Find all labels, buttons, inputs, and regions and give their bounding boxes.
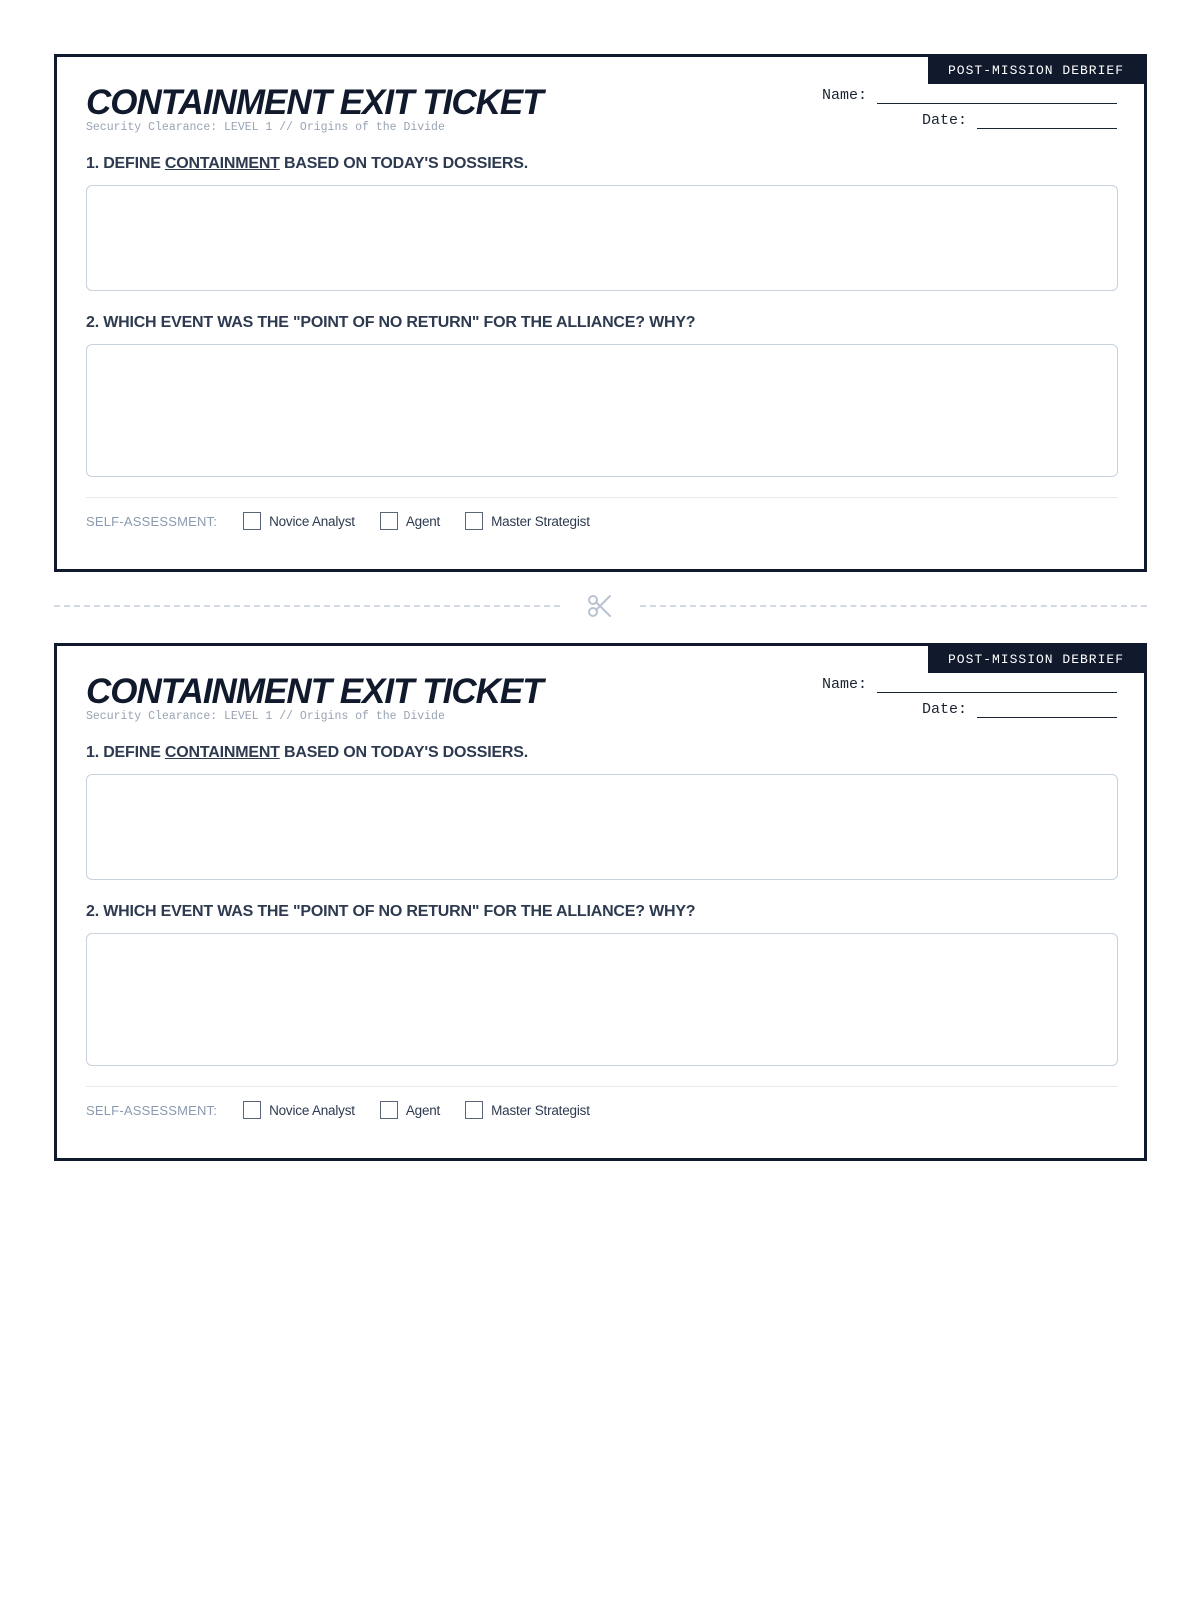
checkbox[interactable] (465, 512, 483, 530)
self-assessment (86, 510, 615, 532)
option-novice-analyst[interactable] (243, 1101, 355, 1119)
date-label: Date: (921, 701, 967, 718)
checkbox[interactable] (243, 512, 261, 530)
name-field[interactable] (822, 87, 1117, 104)
option-novice-analyst[interactable] (243, 512, 355, 530)
self-assessment (86, 1099, 615, 1121)
option-agent[interactable] (380, 512, 440, 530)
date-line[interactable] (977, 114, 1117, 129)
date-label: Date: (921, 112, 967, 129)
self-assessment-label: SELF-ASSESSMENT: (86, 513, 218, 529)
divider (86, 1086, 1118, 1087)
question-1-term: CONTAINMENT (164, 155, 280, 172)
cut-line-right (640, 605, 1147, 607)
question-1-suffix: BASED ON TODAY'S DOSSIERS. (279, 155, 528, 172)
question-1-suffix: BASED ON TODAY'S DOSSIERS. (279, 744, 528, 761)
name-line[interactable] (877, 89, 1117, 104)
debrief-tag: POST-MISSION DEBRIEF (928, 646, 1144, 673)
date-line[interactable] (977, 703, 1117, 718)
date-field[interactable] (922, 112, 1117, 129)
question-1 (86, 744, 528, 762)
ticket-subtitle: Security Clearance: LEVEL 1 // Origins of the Divide (86, 710, 445, 723)
answer-box-1[interactable] (86, 774, 1118, 880)
option-label: Novice Analyst (269, 513, 355, 529)
question-1 (86, 155, 528, 173)
name-label: Name: (821, 676, 867, 693)
divider (86, 497, 1118, 498)
question-2: 2. WHICH EVENT WAS THE "POINT OF NO RETURN" FOR THE ALLIANCE? WHY? (86, 903, 696, 920)
scissors-icon (586, 592, 614, 620)
name-line[interactable] (877, 678, 1117, 693)
option-label: Agent (405, 1102, 441, 1118)
name-label: Name: (821, 87, 867, 104)
question-2: 2. WHICH EVENT WAS THE "POINT OF NO RETURN" FOR THE ALLIANCE? WHY? (86, 314, 696, 331)
self-assessment-label: SELF-ASSESSMENT: (86, 1102, 218, 1118)
option-label: Master Strategist (491, 513, 590, 529)
option-master-strategist[interactable] (465, 512, 590, 530)
checkbox[interactable] (380, 512, 398, 530)
checkbox[interactable] (243, 1101, 261, 1119)
question-1-prefix: 1. DEFINE (86, 155, 165, 172)
ticket-subtitle: Security Clearance: LEVEL 1 // Origins of the Divide (86, 121, 445, 134)
exit-ticket-1 (54, 54, 1147, 572)
option-agent[interactable] (380, 1101, 440, 1119)
ticket-title: CONTAINMENT EXIT TICKET (86, 83, 543, 122)
name-field[interactable] (822, 676, 1117, 693)
question-1-prefix: 1. DEFINE (86, 744, 165, 761)
exit-ticket-2 (54, 643, 1147, 1161)
option-label: Master Strategist (491, 1102, 590, 1118)
cut-line-left (54, 605, 560, 607)
answer-box-2[interactable] (86, 933, 1118, 1066)
date-field[interactable] (922, 701, 1117, 718)
option-master-strategist[interactable] (465, 1101, 590, 1119)
checkbox[interactable] (465, 1101, 483, 1119)
ticket-title: CONTAINMENT EXIT TICKET (86, 672, 543, 711)
option-label: Agent (405, 513, 441, 529)
question-1-term: CONTAINMENT (164, 744, 280, 761)
answer-box-1[interactable] (86, 185, 1118, 291)
debrief-tag: POST-MISSION DEBRIEF (928, 57, 1144, 84)
checkbox[interactable] (380, 1101, 398, 1119)
answer-box-2[interactable] (86, 344, 1118, 477)
option-label: Novice Analyst (269, 1102, 355, 1118)
